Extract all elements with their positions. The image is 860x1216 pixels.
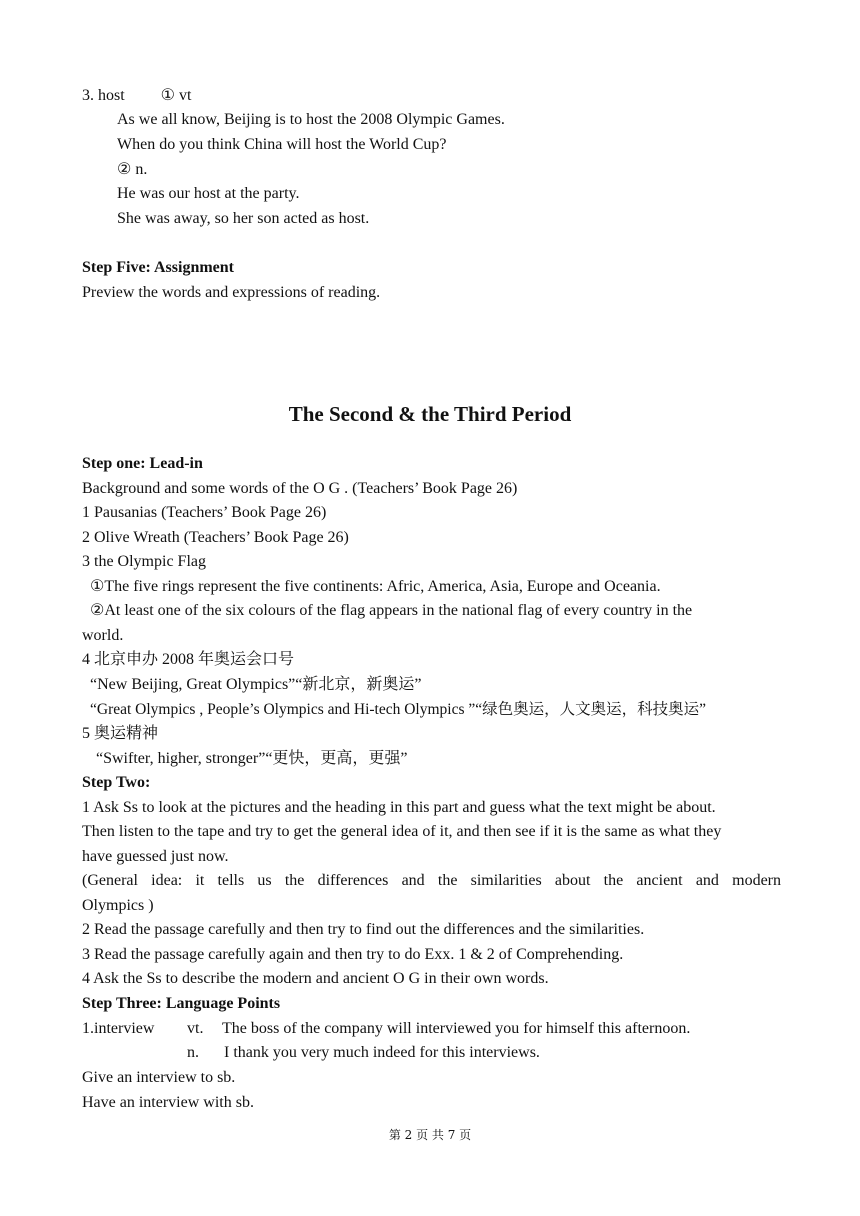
step-one-line: 1 Pausanias (Teachers’ Book Page 26): [82, 504, 327, 521]
interview-vt-example: The boss of the company will interviewed you for himself this afternoon.: [222, 1020, 691, 1037]
step-one-line: 5 奥运精神: [82, 725, 159, 742]
phrase-line: Give an interview to sb.: [82, 1069, 236, 1086]
host-vt-label: ① vt: [160, 87, 192, 104]
example-line: When do you think China will host the World Cup?: [117, 136, 447, 153]
step-two-heading: Step Two:: [82, 774, 151, 791]
step-two-line: Then listen to the tape and try to get the general idea of it, and then see if it is the same as what they: [82, 823, 722, 840]
page-footer: 第 2 页 共 7 页: [388, 1128, 472, 1142]
step-one-line: ②At least one of the six colours of the flag appears in the national flag of every country in the: [90, 602, 693, 619]
interview-vt-row: [82, 1019, 690, 1039]
step-one-line: “Great Olympics , People’s Olympics and Hi-tech Olympics ”“绿色奥运，人文奥运，科技奥运”: [90, 701, 707, 718]
step-two-line: Olympics ): [82, 897, 154, 914]
interview-n-example: I thank you very much indeed for this interviews.: [224, 1044, 540, 1061]
step-two-line: (General idea: it tells us the differences and the similarities about the ancient and modern: [82, 872, 781, 889]
step-one-line: world.: [82, 627, 124, 644]
step-two-line: 4 Ask the Ss to describe the modern and ancient O G in their own words.: [82, 970, 549, 987]
step-three-heading: Step Three: Language Points: [82, 995, 281, 1012]
phrase-line: Have an interview with sb.: [82, 1094, 254, 1111]
interview-n-row: [187, 1043, 540, 1063]
example-line: As we all know, Beijing is to host the 2008 Olympic Games.: [117, 111, 505, 128]
host-word: 3. host: [82, 87, 125, 104]
step-two-line: 3 Read the passage carefully again and then try to do Exx. 1 & 2 of Comprehending.: [82, 946, 624, 963]
step-one-line: 2 Olive Wreath (Teachers’ Book Page 26): [82, 529, 349, 546]
interview-word: 1.interview: [82, 1020, 155, 1037]
pos-n-label: n.: [187, 1044, 199, 1061]
example-line: She was away, so her son acted as host.: [117, 210, 370, 227]
step-one-heading: Step one: Lead-in: [82, 455, 203, 472]
host-n-label: ② n.: [117, 161, 148, 178]
step-one-line: ①The five rings represent the five continents: Afric, America, Asia, Europe and Oceania.: [90, 578, 661, 595]
step-two-line: have guessed just now.: [82, 848, 229, 865]
step-five-text: Preview the words and expressions of reading.: [82, 284, 381, 301]
step-one-line: 4 北京申办 2008 年奥运会口号: [82, 651, 295, 668]
step-five-heading: Step Five: Assignment: [82, 259, 234, 276]
example-line: He was our host at the party.: [117, 185, 300, 202]
pos-vt-label: vt.: [187, 1020, 204, 1037]
step-one-line: Background and some words of the O G . (Teachers’ Book Page 26): [82, 480, 518, 497]
step-one-line: “New Beijing, Great Olympics”“新北京，新奥运”: [90, 676, 422, 693]
step-two-line: 1 Ask Ss to look at the pictures and the heading in this part and guess what the text might be about.: [82, 799, 716, 816]
step-two-line: 2 Read the passage carefully and then try to find out the differences and the similarities.: [82, 921, 645, 938]
step-one-line: 3 the Olympic Flag: [82, 553, 206, 570]
section-title: The Second & the Third Period: [288, 402, 572, 426]
host-entry: [82, 86, 191, 106]
step-one-line: “Swifter, higher, stronger”“更快，更高，更强”: [96, 750, 408, 767]
